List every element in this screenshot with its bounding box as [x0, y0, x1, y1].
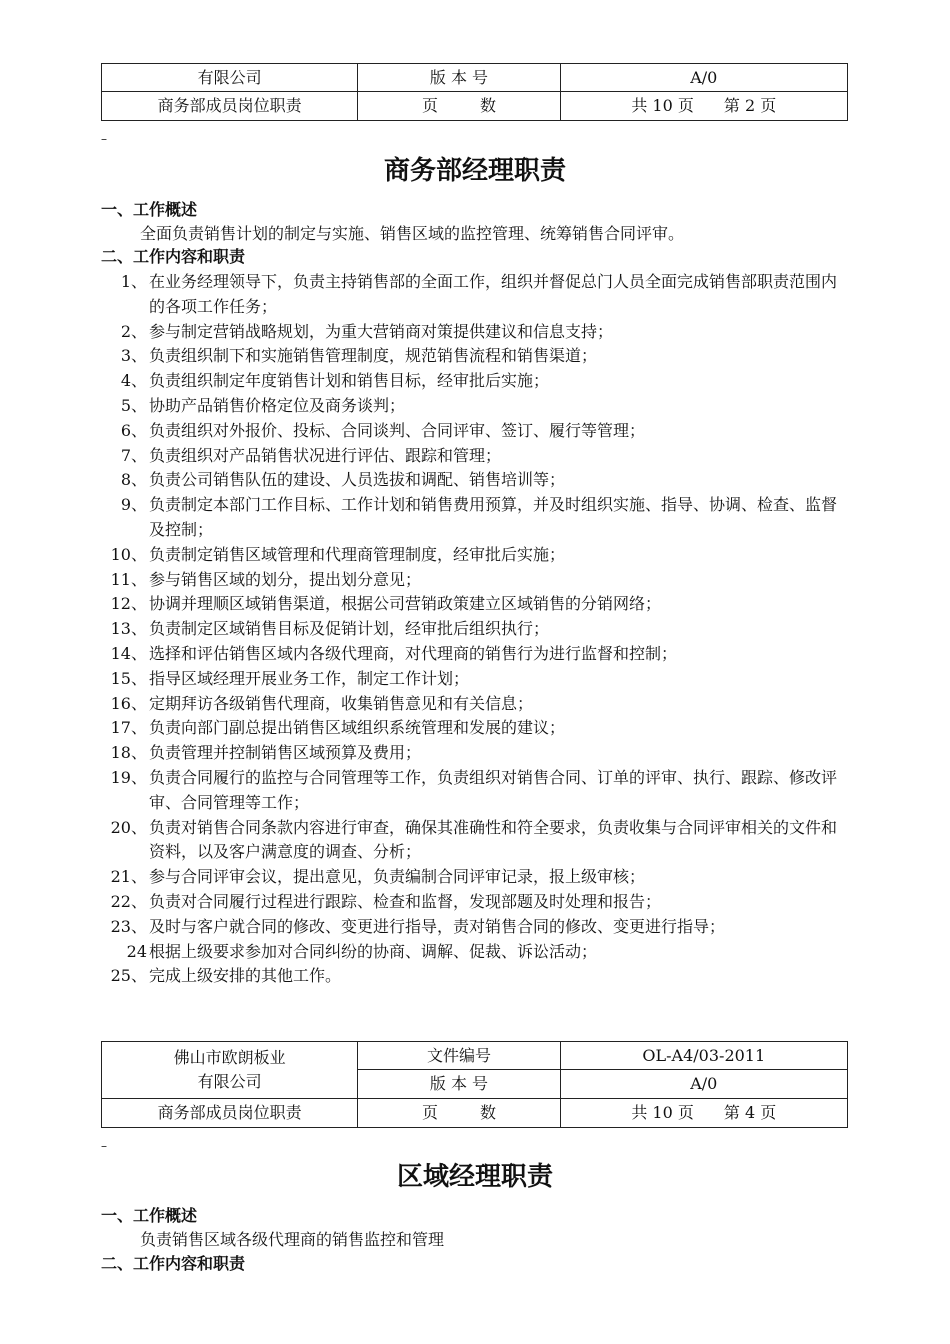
- pages-total: 共 10 页: [631, 96, 694, 115]
- duties-list: [101, 270, 851, 989]
- duty-item: [101, 642, 851, 667]
- duty-item: [101, 816, 851, 866]
- duty-number: 8、: [120, 470, 147, 490]
- duty-text: 协调并理顺区域销售渠道，根据公司营销政策建立区域销售的分销网络；: [149, 594, 662, 614]
- doc-name-cell: 商务部成员岗位职责: [102, 1099, 358, 1128]
- overview-text: 全面负责销售计划的制定与实施、销售区域的监控管理、统筹销售合同评审。: [140, 224, 685, 243]
- overview-text: 负责销售区域各级代理商的销售监控和管理: [140, 1230, 445, 1249]
- duty-number: 18、: [110, 743, 147, 763]
- duty-text: 完成上级安排的其他工作。: [149, 966, 342, 986]
- section-title: 区域经理职责: [396, 1162, 553, 1192]
- duty-number: 25、: [110, 966, 147, 986]
- doc-name-cell: 商务部成员岗位职责: [102, 92, 358, 121]
- duty-number: 11、: [110, 569, 147, 589]
- duty-number: 23、: [110, 916, 147, 936]
- duty-number: 13、: [110, 619, 147, 639]
- duty-item: [101, 568, 851, 593]
- duty-item: [101, 716, 851, 741]
- overview-heading: 一、工作概述: [101, 200, 198, 219]
- duty-text: 及时与客户就合同的修改、变更进行指导，责对销售合同的修改、变更进行指导；: [149, 916, 726, 936]
- duty-number: 15、: [110, 668, 147, 688]
- duty-number: 6、: [120, 420, 147, 440]
- duty-text: 负责管理并控制销售区域预算及费用；: [149, 743, 422, 763]
- version-value-cell: A/0: [560, 64, 847, 92]
- duty-text: 负责组织对产品销售状况进行评估、跟踪和管理；: [149, 445, 502, 465]
- duties-heading: 二、工作内容和职责: [101, 247, 246, 266]
- version-label-cell: 版 本 号: [358, 1070, 560, 1099]
- duty-text: 参与合同评审会议，提出意见，负责编制合同评审记录，报上级审核；: [149, 867, 646, 887]
- duty-item: [101, 915, 851, 940]
- duty-item: [101, 344, 851, 369]
- duty-text: 负责制定销售区域管理和代理商管理制度，经审批后实施；: [149, 544, 566, 564]
- pages-label-b: 数: [479, 1103, 496, 1122]
- separator-mark: –: [101, 1139, 107, 1153]
- duty-text: 负责合同履行的监控与合同管理等工作，负责组织对销售合同、订单的评审、执行、跟踪、修改评审、合同管理等工作；: [149, 767, 838, 812]
- duty-number: 3、: [120, 346, 147, 366]
- header-table-2: [101, 1041, 848, 1128]
- duty-text: 选择和评估销售区域内各级代理商，对代理商的销售行为进行监督和控制；: [149, 643, 678, 663]
- duty-item: [101, 617, 851, 642]
- duty-text: 负责公司销售队伍的建设、人员选拔和调配、销售培训等；: [149, 470, 566, 490]
- pages-total: 共 10 页: [631, 1103, 694, 1122]
- doc-no-label-cell: 文件编号: [358, 1042, 560, 1070]
- company-name-cell: [102, 1042, 358, 1099]
- duty-item: [101, 865, 851, 890]
- duty-number: 7、: [120, 445, 147, 465]
- duty-text: 负责向部门副总提出销售区域组织系统管理和发展的建议；: [149, 718, 566, 738]
- duty-item: [101, 419, 851, 444]
- duties-heading: 二、工作内容和职责: [101, 1254, 246, 1273]
- duty-number: 9、: [120, 495, 147, 515]
- duty-text: 负责制定区域销售目标及促销计划，经审批后组织执行；: [149, 619, 550, 639]
- duty-number: 20、: [110, 817, 147, 837]
- separator-mark: –: [101, 132, 107, 146]
- duty-number: 4、: [120, 371, 147, 391]
- duty-number: 1、: [120, 272, 147, 291]
- duty-item: [101, 667, 851, 692]
- version-value-cell: A/0: [560, 1070, 847, 1099]
- duty-item: [101, 468, 851, 493]
- page-title: 商务部经理职责: [383, 156, 566, 186]
- duty-number: 19、: [110, 767, 147, 787]
- pages-label-a: 页: [421, 96, 438, 115]
- duty-number: 17、: [110, 718, 147, 738]
- pages-label-cell: [358, 1099, 560, 1128]
- duty-text: 负责组织制定年度销售计划和销售目标，经审批后实施；: [149, 371, 550, 391]
- duty-text: 参与销售区域的划分，提出划分意见；: [149, 569, 422, 589]
- doc-no-value-cell: OL-A4/03-2011: [560, 1042, 847, 1070]
- duty-item: [101, 320, 851, 345]
- duty-item: [101, 692, 851, 717]
- overview-heading: 一、工作概述: [101, 1206, 198, 1225]
- duty-item: [101, 940, 851, 965]
- duty-number: 10、: [110, 544, 147, 564]
- duty-number: 22、: [110, 891, 147, 911]
- duty-item: [101, 493, 851, 543]
- duty-item: [101, 890, 851, 915]
- duty-item: [101, 394, 851, 419]
- duty-number: 12、: [110, 594, 147, 614]
- duty-item: [101, 592, 851, 617]
- duty-item: [101, 444, 851, 469]
- page-number: 第 2 页: [723, 96, 777, 115]
- duty-text: 负责组织制下和实施销售管理制度，规范销售流程和销售渠道；: [149, 346, 598, 366]
- duty-item: [101, 964, 851, 989]
- duty-number: 21、: [110, 867, 147, 887]
- duty-text: 定期拜访各级销售代理商，收集销售意见和有关信息；: [149, 693, 534, 713]
- duty-text: 负责对合同履行过程进行跟踪、检查和监督，发现部题及时处理和报告；: [149, 891, 662, 911]
- pages-value-cell: [560, 1099, 847, 1128]
- duty-text: 负责制定本部门工作目标、工作计划和销售费用预算，并及时组织实施、指导、协调、检查、监督及控制；: [149, 495, 838, 539]
- duty-text: 在业务经理领导下，负责主持销售部的全面工作，组织并督促总门人员全面完成销售部职责范围内的各项工作任务；: [149, 272, 838, 316]
- pages-label-a: 页: [421, 1103, 438, 1122]
- duty-number: 24: [126, 941, 147, 961]
- page-number: 第 4 页: [723, 1103, 777, 1122]
- company-cell: 有限公司: [102, 64, 358, 92]
- duty-number: 5、: [120, 395, 147, 415]
- pages-label-cell: [358, 92, 560, 121]
- company-name-line2: 有限公司: [197, 1072, 262, 1091]
- duty-text: 参与制定营销战略规划，为重大营销商对策提供建议和信息支持；: [149, 321, 614, 341]
- duty-text: 负责对销售合同条款内容进行审查，确保其准确性和符全要求，负责收集与合同评审相关的文件和资料，以及客户满意度的调查、分析；: [149, 817, 838, 862]
- duty-item: [101, 369, 851, 394]
- duty-text: 指导区域经理开展业务工作，制定工作计划；: [149, 668, 470, 688]
- duty-item: [101, 741, 851, 766]
- duty-number: 16、: [110, 693, 147, 713]
- version-label-cell: 版 本 号: [358, 64, 560, 92]
- company-name-line1: 佛山市欧朗板业: [173, 1048, 286, 1067]
- pages-label-b: 数: [479, 96, 496, 115]
- duty-text: 协助产品销售价格定位及商务谈判；: [149, 395, 406, 415]
- duty-text: 根据上级要求参加对合同纠纷的协商、调解、促裁、诉讼活动；: [149, 941, 598, 961]
- duty-text: 负责组织对外报价、投标、合同谈判、合同评审、签订、履行等管理；: [149, 420, 646, 440]
- pages-value-cell: [560, 92, 847, 121]
- header-table-1: [101, 63, 848, 121]
- duty-number: 14、: [110, 643, 147, 663]
- duty-item: [101, 270, 851, 320]
- duty-item: [101, 543, 851, 568]
- duty-item: [101, 766, 851, 816]
- duty-number: 2、: [120, 321, 147, 341]
